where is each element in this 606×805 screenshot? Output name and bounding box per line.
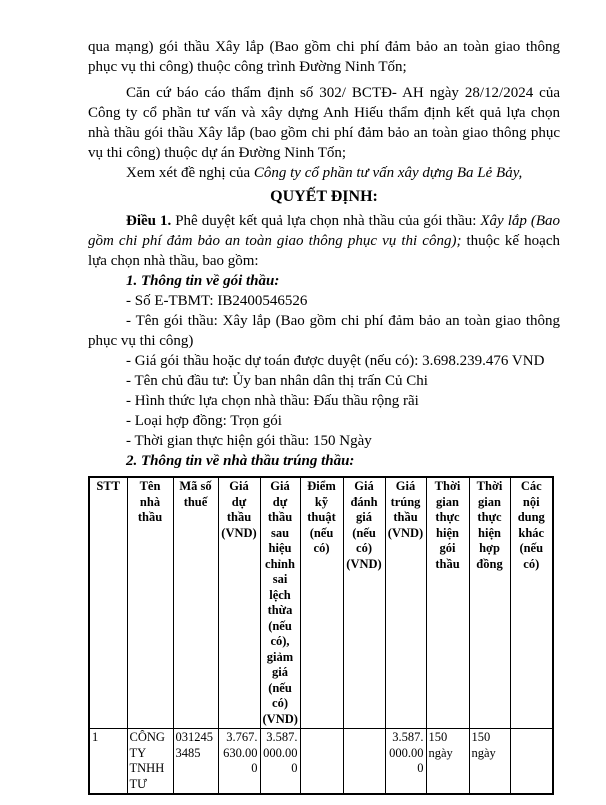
column-header-other-contents: Các nội dung khác (nếu có) [510, 477, 553, 729]
cell-winning-price: 3.587.000.000 [385, 729, 426, 795]
cell-other-contents [510, 729, 553, 795]
continuation-paragraph: qua mạng) gói thầu Xây lắp (Bao gồm chi phí đảm bảo an toàn giao thông phục vụ thi công) thuộc công trình Đường Ninh Tốn; [88, 39, 560, 75]
package-name-line: - Tên gói thầu: Xây lắp (Bao gồm chi phí đảm bảo an toàn giao thông phục vụ thi công) [88, 313, 560, 349]
section-1-title: 1. Thông tin về gói thầu: [126, 273, 280, 289]
article-1-lead-text: Phê duyệt kết quả lựa chọn nhà thầu của gói thầu: [171, 213, 481, 229]
column-header-tax-code: Mã số thuế [173, 477, 218, 729]
column-header-contractor-name: Tên nhà thầu [127, 477, 173, 729]
investor-name-line: - Tên chủ đầu tư: Ủy ban nhân dân thị trấn Củ Chi [126, 373, 428, 389]
proposal-paragraph [88, 163, 560, 183]
cell-adjusted-bid-price: 3.587.000.000 [260, 729, 300, 795]
column-header-stt: STT [89, 477, 127, 729]
cell-tax-code: 0312453485 [173, 729, 218, 795]
column-header-winning-price: Giá trúng thầu (VND) [385, 477, 426, 729]
winning-bidder-table [88, 476, 554, 795]
cell-contractor-name: CÔNG TY TNHH TƯ [127, 729, 173, 795]
cell-contract-duration: 150 ngày [469, 729, 510, 795]
article-1-paragraph [88, 211, 560, 271]
duration-line: - Thời gian thực hiện gói thầu: 150 Ngày [126, 433, 372, 449]
consulting-company-name: Công ty cổ phần tư vấn xây dựng Ba Lẻ Bảy, [253, 165, 523, 181]
section-2-title: 2. Thông tin về nhà thầu trúng thầu: [126, 453, 355, 469]
column-header-bid-price: Giá dự thầu (VND) [218, 477, 260, 729]
proposal-lead-text: Xem xét đề nghị của [126, 165, 254, 181]
table-header-row [89, 477, 553, 729]
cell-bid-price: 3.767.630.000 [218, 729, 260, 795]
column-header-evaluated-price: Giá đánh giá (nếu có) (VND) [343, 477, 385, 729]
decision-heading: QUYẾT ĐỊNH: [270, 188, 378, 205]
cell-stt: 1 [89, 729, 127, 795]
cell-technical-score [300, 729, 343, 795]
contract-type-line: - Loại hợp đồng: Trọn gói [126, 413, 282, 429]
column-header-technical-score: Điểm kỹ thuật (nếu có) [300, 477, 343, 729]
table-row [89, 729, 553, 795]
column-header-adjusted-bid-price: Giá dự thầu sau hiệu chỉnh sai lệch thừa (nếu có), giảm giá (nếu có) (VND) [260, 477, 300, 729]
cell-evaluated-price [343, 729, 385, 795]
article-1-tail-text: thuộc kế hoạch lựa chọn nhà thầu, bao gồm: [88, 233, 560, 269]
package-etbmt-line: - Số E-TBMT: IB2400546526 [126, 293, 308, 309]
column-header-contract-duration: Thời gian thực hiện hợp đồng [469, 477, 510, 729]
package-name-italic: Xây lắp (Bao gồm chi phí đảm bảo an toàn giao thông phục vụ thi công); [88, 213, 560, 249]
package-price-line: - Giá gói thầu hoặc dự toán được duyệt (nếu có): 3.698.239.476 VND [126, 353, 545, 369]
column-header-package-duration: Thời gian thực hiện gói thầu [426, 477, 469, 729]
basis-paragraph: Căn cứ báo cáo thẩm định số 302/ BCTĐ- AH ngày 28/12/2024 của Công ty cổ phần tư vấn và xây dựng Anh Hiếu thẩm định kết quả lựa chọn nhà thầu gói thầu Xây lắp (bao gồm chi phí đảm bảo an toàn giao thông phục vụ thi công) thuộc dự án Đường Ninh Tốn; [88, 85, 560, 161]
selection-method-line: - Hình thức lựa chọn nhà thầu: Đấu thầu rộng rãi [126, 393, 419, 409]
article-1-label: Điều 1. [126, 213, 172, 229]
cell-package-duration: 150 ngày [426, 729, 469, 795]
